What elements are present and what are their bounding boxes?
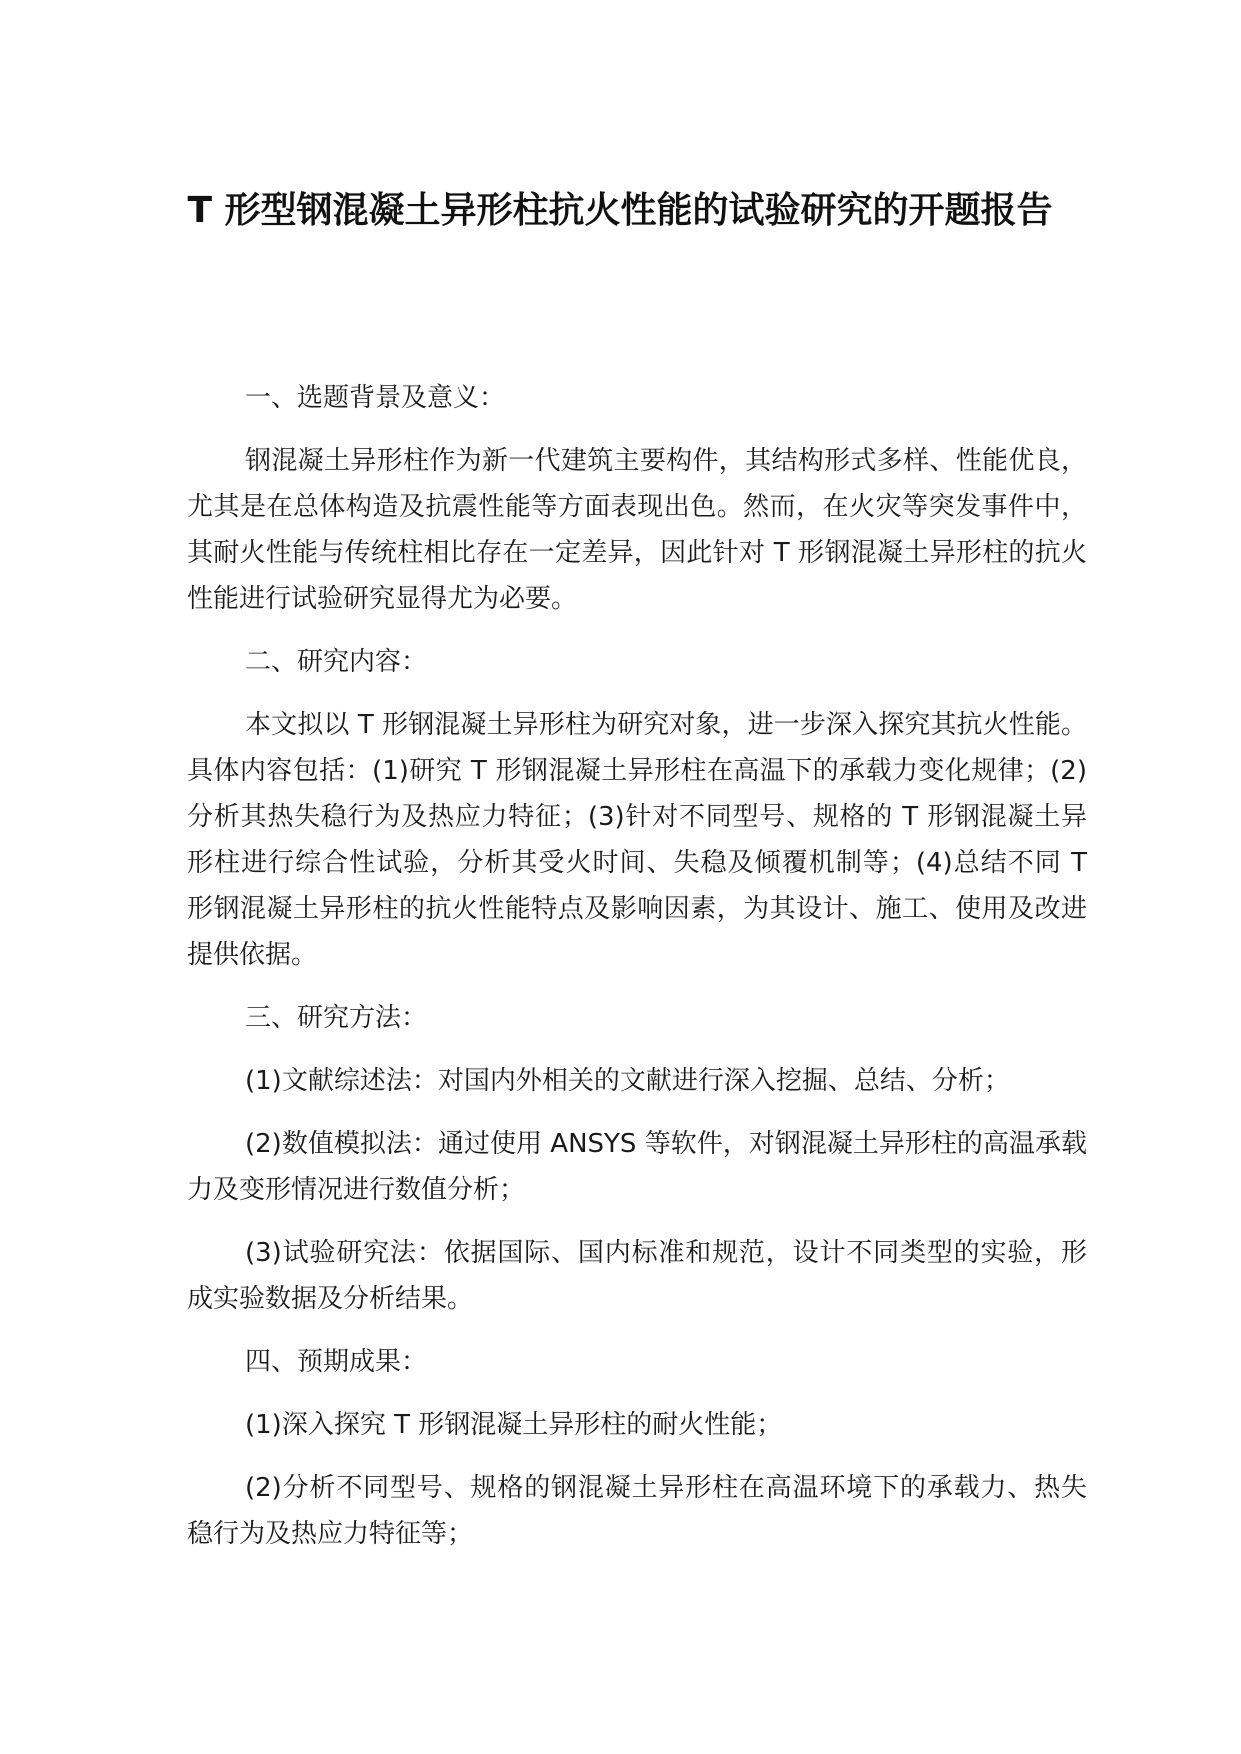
method-item-simulation: (2)数值模拟法：通过使用 ANSYS 等软件，对钢混凝土异形柱的高温承载力及变形情况进行数值分析； (187, 1129, 1087, 1205)
document-body (187, 375, 1087, 1574)
method-item-literature: (1)文献综述法：对国内外相关的文献进行深入挖掘、总结、分析； (245, 1066, 1010, 1096)
section-heading-outcomes: 四、预期成果： (245, 1347, 428, 1377)
section-heading-background: 一、选题背景及意义： (245, 383, 506, 413)
paragraph-background: 钢混凝土异形柱作为新一代建筑主要构件，其结构形式多样、性能优良，尤其是在总体构造及抗震性能等方面表现出色。然而，在火灾等突发事件中，其耐火性能与传统柱相比存在一定差异，因此针对 T 形钢混凝土异形柱的抗火性能进行试验研究显得尤为必要。 (187, 446, 1087, 614)
method-item-experiment: (3)试验研究法：依据国际、国内标准和规范，设计不同类型的实验，形成实验数据及分析结果。 (187, 1238, 1087, 1314)
section-heading-content: 二、研究内容： (245, 647, 428, 677)
section-heading-methods: 三、研究方法： (245, 1003, 428, 1033)
paragraph-content: 本文拟以 T 形钢混凝土异形柱为研究对象，进一步深入探究其抗火性能。具体内容包括：(1)研究 T 形钢混凝土异形柱在高温下的承载力变化规律；(2)分析其热失稳行为及热应力特征；(3)针对不同型号、规格的 T 形钢混凝土异形柱进行综合性试验，分析其受火时间、失稳及倾覆机制等；(4)总结不同 T 形钢混凝土异形柱的抗火性能特点及影响因素，为其设计、施工、使用及改进提供依据。 (187, 710, 1087, 970)
outcome-item-2: (2)分析不同型号、规格的钢混凝土异形柱在高温环境下的承载力、热失稳行为及热应力特征等； (187, 1473, 1087, 1549)
document-title: T 形型钢混凝土异形柱抗火性能的试验研究的开题报告 (187, 190, 1053, 231)
outcome-item-1: (1)深入探究 T 形钢混凝土异形柱的耐火性能； (245, 1410, 783, 1440)
